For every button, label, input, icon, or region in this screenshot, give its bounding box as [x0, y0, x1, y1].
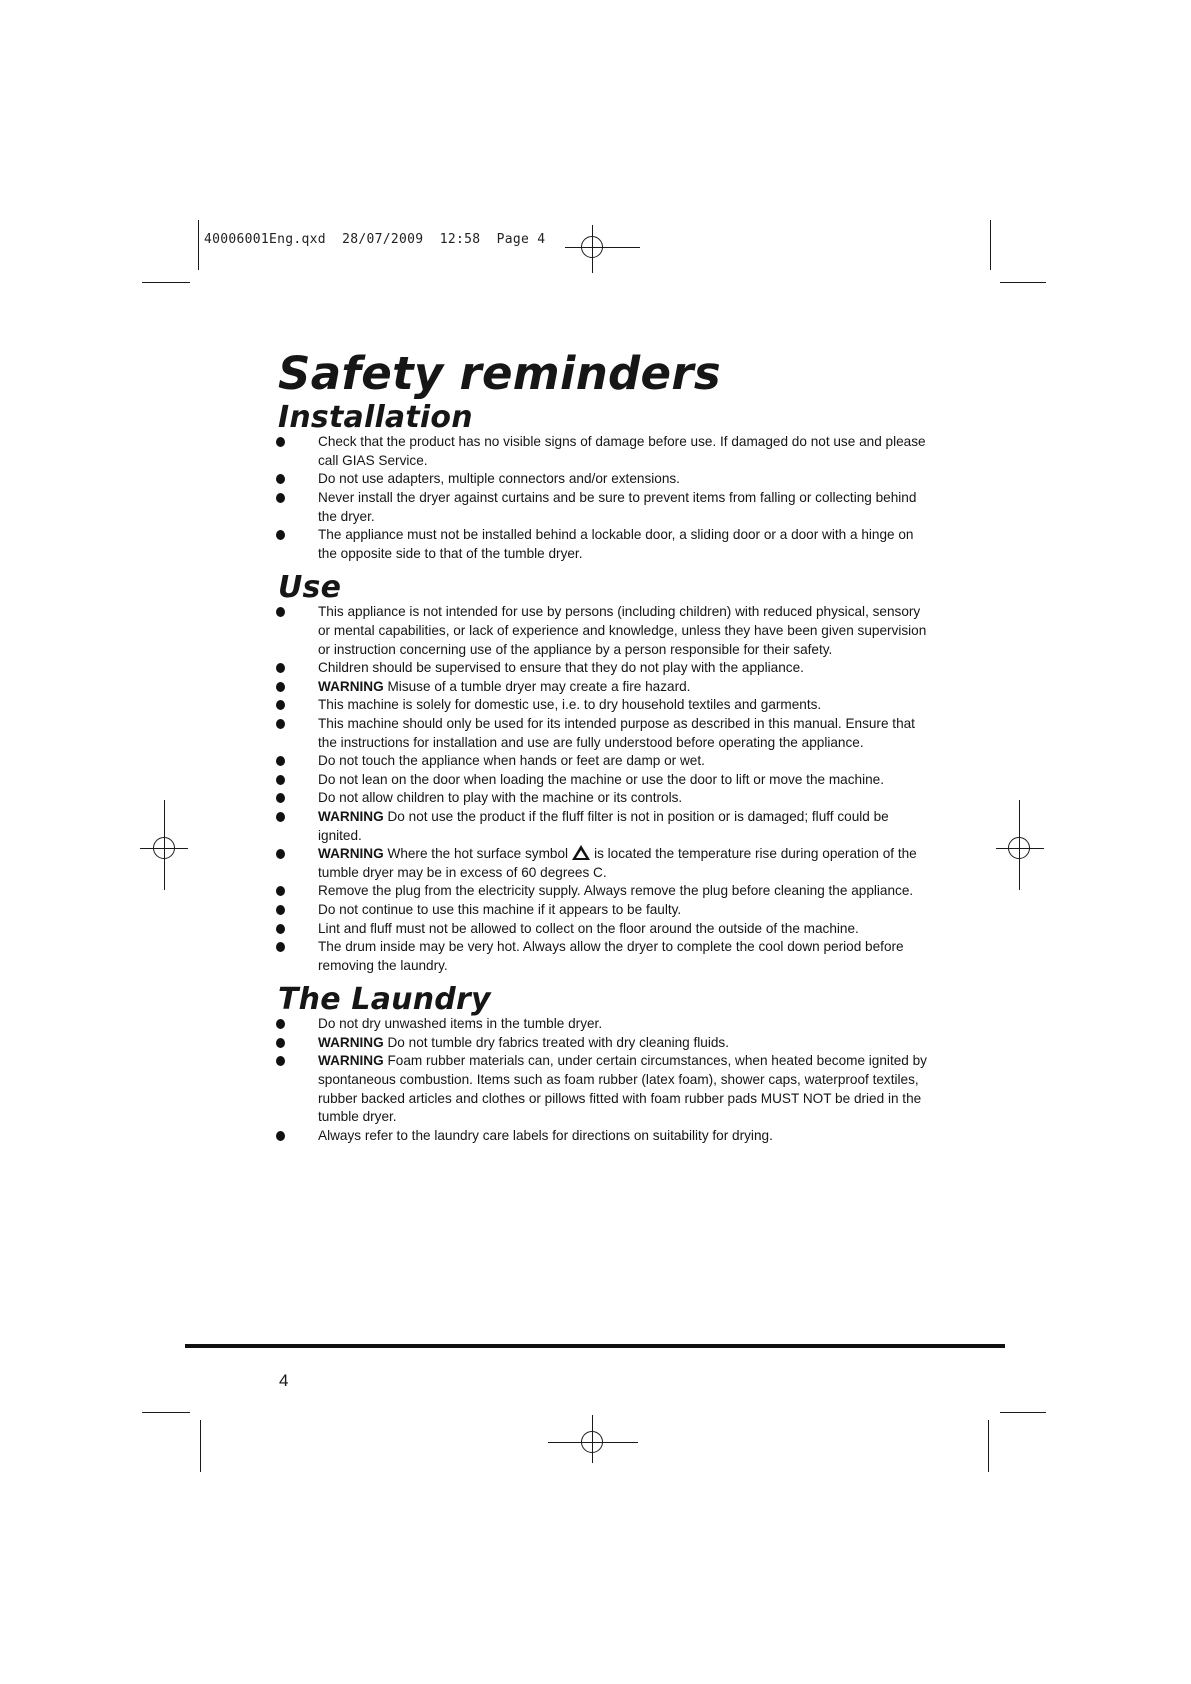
list-item	[276, 1127, 928, 1146]
page-number: 4	[279, 1371, 289, 1390]
bullet-dot-icon	[276, 793, 285, 803]
item-text: is located the temperature rise during operation of the tumble dryer may be in excess of 60 degrees C.	[318, 846, 917, 880]
item-text: The drum inside may be very hot. Always allow the dryer to complete the cool down period before removing the laundry.	[318, 939, 904, 973]
crop-mark	[200, 1420, 201, 1472]
slug-date: 28/07/2009	[342, 232, 424, 247]
list-item	[276, 808, 928, 845]
print-slug	[204, 232, 545, 247]
list-item	[276, 526, 928, 563]
item-text: Do not use the product if the fluff filter is not in position or is damaged; fluff could be ignited.	[318, 808, 889, 843]
list-item	[276, 603, 928, 659]
list-item	[276, 678, 928, 697]
list-item	[276, 489, 928, 526]
list-item	[276, 1034, 928, 1053]
warning-label: WARNING	[318, 678, 384, 694]
page-title: Safety reminders	[278, 347, 721, 400]
document-body	[278, 347, 928, 1145]
list-item	[276, 901, 928, 920]
item-text: Foam rubber materials can, under certain circumstances, when heated become ignited by spontaneous combustion. Items such as foam rubber (latex foam), shower caps, waterproof textiles, rubber backed articles and clothes or pillows fitted with foam rubber pads MUST NOT be dried in the tumble dryer.	[318, 1053, 927, 1125]
bullet-dot-icon	[276, 812, 285, 822]
item-text: Do not dry unwashed items in the tumble dryer.	[318, 1016, 603, 1032]
bullet-dot-icon	[276, 493, 285, 503]
list-item	[276, 882, 928, 901]
footer-rule	[185, 1344, 1005, 1348]
item-text: Never install the dryer against curtains and be sure to prevent items from falling or collecting behind the dryer.	[318, 490, 917, 524]
list-item	[276, 715, 928, 752]
crop-mark	[988, 1420, 989, 1472]
item-text: Check that the product has no visible signs of damage before use. If damaged do not use and please call GIAS Service.	[318, 434, 926, 468]
list-item	[276, 1052, 928, 1126]
list-item	[276, 1015, 928, 1034]
section-heading: Installation	[278, 400, 473, 436]
bullet-list	[278, 603, 928, 975]
warning-label: WARNING	[318, 1034, 384, 1050]
section-installation	[278, 400, 928, 563]
item-text: Lint and fluff must not be allowed to collect on the floor around the outside of the machine.	[318, 920, 859, 936]
crop-mark	[142, 1412, 190, 1413]
bullet-dot-icon	[276, 530, 285, 540]
crop-mark	[990, 220, 991, 270]
bullet-list	[278, 1015, 928, 1145]
bullet-dot-icon	[276, 663, 285, 673]
bullet-dot-icon	[276, 700, 285, 710]
list-item	[276, 938, 928, 975]
item-text: This machine should only be used for its intended purpose as described in this manual. Ensure that the instructions for installation and use are fully understood before operating the appliance.	[318, 715, 915, 750]
bullet-dot-icon	[276, 1019, 285, 1029]
slug-file: 40006001Eng.qxd	[204, 232, 326, 247]
bullet-list	[278, 433, 928, 563]
item-text: The appliance must not be installed behind a lockable door, a sliding door or a door with a hinge on the opposite side to that of the tumble dryer.	[318, 527, 914, 561]
bullet-dot-icon	[276, 849, 285, 859]
bullet-dot-icon	[276, 474, 285, 484]
list-item	[276, 696, 928, 715]
list-item	[276, 789, 928, 808]
section-heading: Use	[278, 570, 342, 606]
warning-label: WARNING	[318, 846, 384, 862]
crop-mark	[142, 282, 190, 283]
list-item	[276, 752, 928, 771]
bullet-dot-icon	[276, 437, 285, 447]
item-text: This machine is solely for domestic use, i.e. to dry household textiles and garments.	[318, 697, 822, 713]
item-text: Do not continue to use this machine if it appears to be faulty.	[318, 901, 682, 917]
item-text: Where the hot surface symbol	[387, 846, 569, 862]
section-use	[278, 570, 928, 975]
item-text: Do not allow children to play with the machine or its controls.	[318, 790, 683, 806]
bullet-dot-icon	[276, 1056, 285, 1066]
item-text: Do not tumble dry fabrics treated with dry cleaning fluids.	[387, 1034, 730, 1050]
bullet-dot-icon	[276, 756, 285, 766]
section-laundry	[278, 982, 928, 1145]
bullet-dot-icon	[276, 924, 285, 934]
bullet-dot-icon	[276, 719, 285, 729]
bullet-dot-icon	[276, 1131, 285, 1141]
section-heading: The Laundry	[278, 982, 491, 1018]
list-item	[276, 470, 928, 489]
list-item	[276, 659, 928, 678]
crop-mark	[1000, 282, 1046, 283]
crop-mark	[198, 220, 199, 270]
item-text: This appliance is not intended for use by persons (including children) with reduced physical, sensory or mental capabilities, or lack of experience and knowledge, unless they have been given supervision or instruction concerning use of the appliance by a person responsible for their safety.	[318, 604, 927, 657]
slug-time: 12:58	[439, 232, 481, 247]
item-text: Misuse of a tumble dryer may create a fire hazard.	[387, 678, 691, 694]
bullet-dot-icon	[276, 682, 285, 692]
list-item	[276, 771, 928, 790]
crop-mark	[1000, 1412, 1046, 1413]
list-item	[276, 845, 928, 882]
bullet-dot-icon	[276, 942, 285, 952]
item-text: Always refer to the laundry care labels for directions on suitability for drying.	[318, 1127, 773, 1143]
item-text: Children should be supervised to ensure that they do not play with the appliance.	[318, 660, 804, 676]
item-text: Remove the plug from the electricity supply. Always remove the plug before cleaning the appliance.	[318, 883, 914, 899]
slug-page: Page 4	[496, 232, 546, 247]
item-text: Do not use adapters, multiple connectors and/or extensions.	[318, 471, 680, 487]
bullet-dot-icon	[276, 607, 285, 617]
bullet-dot-icon	[276, 905, 285, 915]
bullet-dot-icon	[276, 775, 285, 785]
hot-surface-warning-icon	[572, 845, 590, 860]
list-item	[276, 433, 928, 470]
list-item	[276, 920, 928, 939]
item-text: Do not lean on the door when loading the machine or use the door to lift or move the machine.	[318, 771, 884, 787]
bullet-dot-icon	[276, 1038, 285, 1048]
warning-label: WARNING	[318, 1053, 384, 1069]
bullet-dot-icon	[276, 886, 285, 896]
warning-label: WARNING	[318, 808, 384, 824]
item-text: Do not touch the appliance when hands or feet are damp or wet.	[318, 753, 705, 769]
